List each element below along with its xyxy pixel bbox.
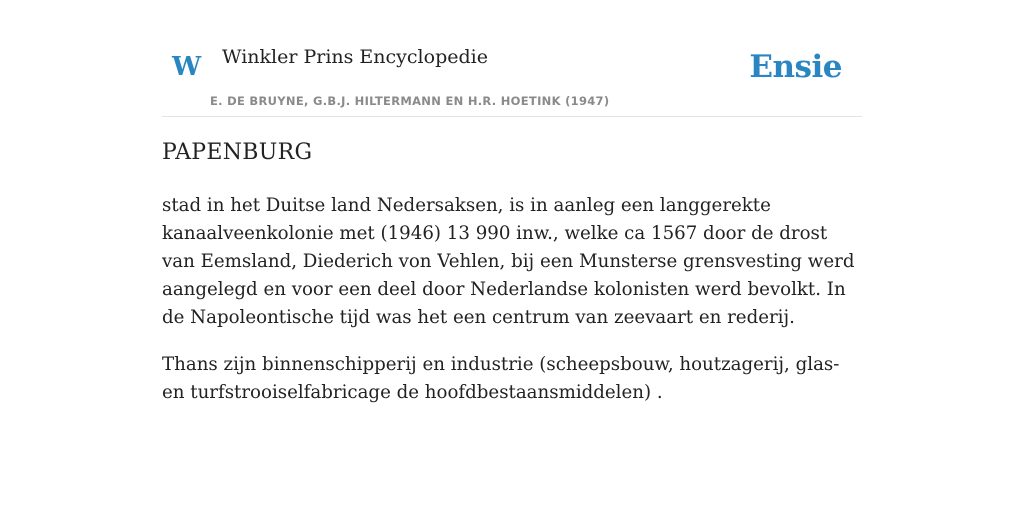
article-headword: PAPENBURG: [162, 140, 313, 165]
brand-logo[interactable]: Ensie: [749, 49, 842, 85]
source-title-link[interactable]: Winkler Prins Encyclopedie: [222, 46, 488, 68]
article-body: [162, 192, 862, 426]
source-header: [162, 0, 862, 117]
page-container: [162, 0, 862, 403]
article-paragraph: Thans zijn binnenschipperij en industrie (scheepsbouw, houtzagerij, glas- en turfstrooiselfabricage de hoofdbestaansmiddelen) .: [162, 354, 840, 403]
source-logo-icon[interactable]: W: [172, 52, 202, 82]
article-paragraph: stad in het Duitse land Nedersaksen, is in aanleg een langgerekte kanaalveenkolonie met (1946) 13 990 inw., welke ca 1567 door de drost van Eemsland, Diederich von Vehlen, bij een Munsterse grensvesting werd aangelegd en voor een deel door Nederlandse kolonisten werd bevolkt. In de Napoleontische tijd was het een centrum van zeevaart en rederij.: [162, 195, 855, 328]
source-authors: E. DE BRUYNE, G.B.J. HILTERMANN EN H.R. HOETINK (1947): [210, 94, 610, 108]
